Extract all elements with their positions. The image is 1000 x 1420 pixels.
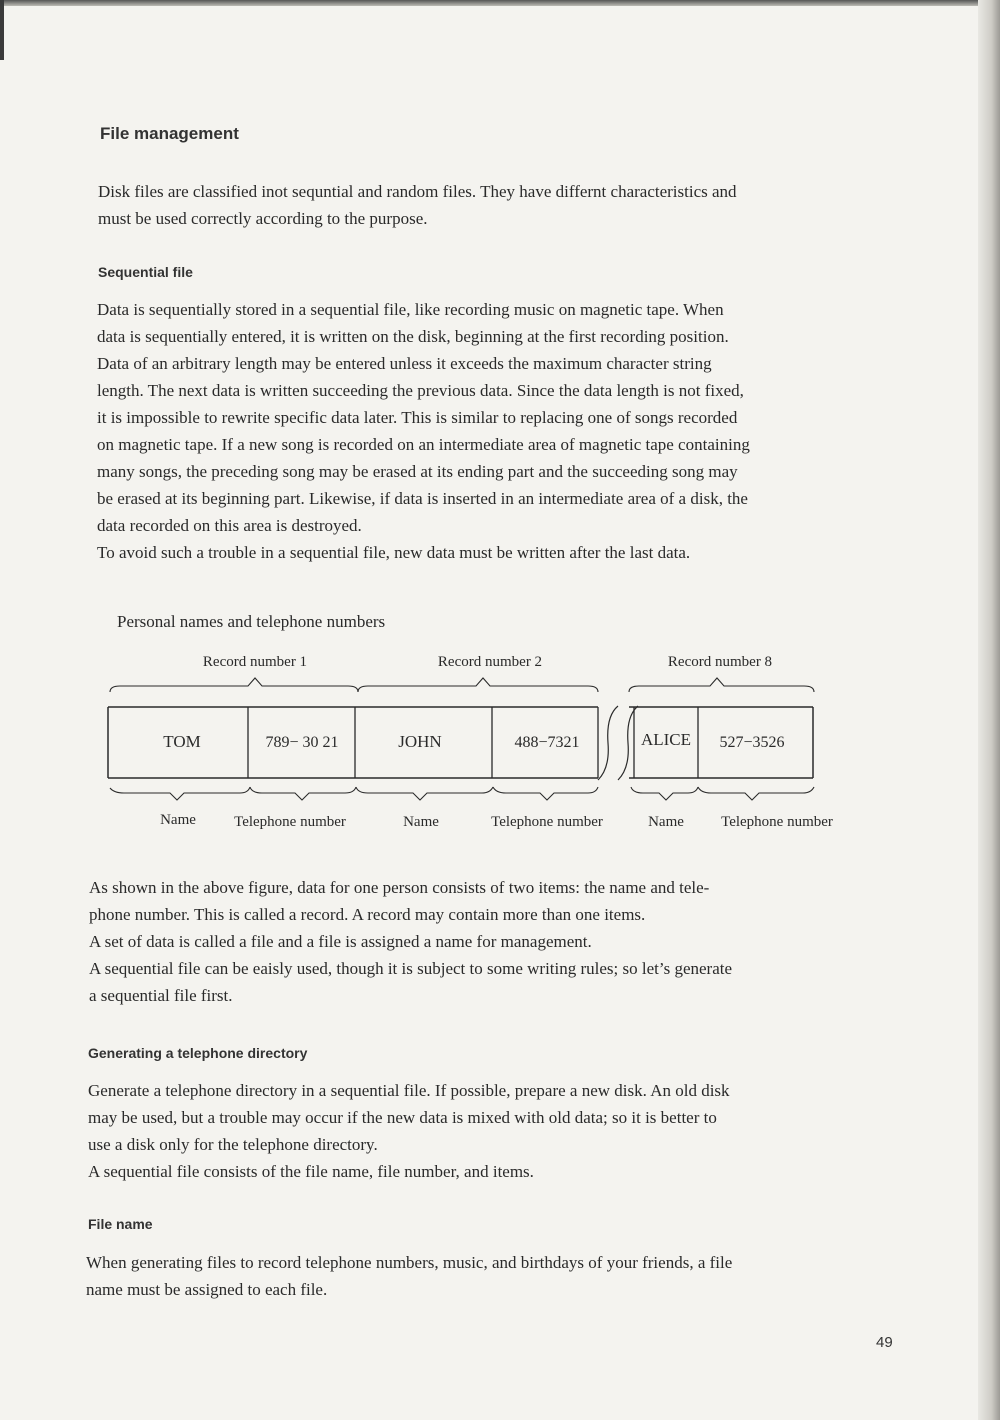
bottom-brace-phone-2	[493, 787, 598, 800]
item-label-name-1: Name	[160, 812, 196, 828]
subheading-file-name: File name	[88, 1216, 153, 1232]
text-line: data is sequentially entered, it is written on the disk, beginning at the first recording position.	[97, 327, 729, 346]
record-diagram	[100, 640, 880, 840]
cell-name-john: JOHN	[398, 732, 442, 751]
text-line: it is impossible to rewrite specific data later. This is similar to replacing one of songs recorded	[97, 408, 738, 427]
cell-phone-alice: 527−3526	[719, 734, 785, 751]
text-line: many songs, the preceding song may be erased at its ending part and the succeeding song may	[97, 462, 738, 481]
subheading-sequential-file: Sequential file	[98, 264, 193, 280]
text-line: To avoid such a trouble in a sequential file, new data must be written after the last data.	[97, 543, 691, 562]
text-line: Disk files are classified inot sequntial and random files. They have differnt characteristics and	[98, 182, 737, 201]
item-label-phone-2: Telephone number	[491, 814, 603, 830]
page-number: 49	[876, 1334, 893, 1351]
text-line: use a disk only for the telephone directory.	[88, 1135, 378, 1154]
text-line: A sequential file can be eaisly used, though it is subject to some writing rules; so let’s generate	[89, 959, 733, 978]
record-explanation-paragraph	[89, 874, 837, 1009]
cell-name-alice: ALICE	[640, 730, 692, 749]
item-label-phone-8: Telephone number	[721, 814, 833, 830]
text-line: Generate a telephone directory in a sequential file. If possible, prepare a new disk. An old disk	[88, 1081, 730, 1100]
text-line: When generating files to record telephone numbers, music, and birthdays of your friends, a file	[86, 1253, 733, 1272]
cell-name-tom: TOM	[163, 732, 201, 751]
cell-phone-tom: 789− 30 21	[265, 734, 339, 751]
text-line: must be used correctly according to the purpose.	[98, 209, 428, 228]
cell-phone-john: 488−7321	[514, 734, 580, 751]
bottom-brace-name-1	[110, 787, 250, 800]
directory-paragraph	[88, 1077, 836, 1185]
text-line: Data of an arbitrary length may be entered unless it exceeds the maximum character string	[97, 354, 712, 373]
item-label-phone-1: Telephone number	[234, 814, 346, 830]
text-line: A set of data is called a file and a file is assigned a name for management.	[89, 932, 592, 951]
bottom-brace-phone-1	[250, 787, 356, 800]
filename-paragraph	[86, 1249, 834, 1303]
top-brace-record-2	[358, 678, 598, 692]
text-line: a sequential file first.	[89, 986, 233, 1005]
break-mark-right	[618, 706, 638, 780]
page-top-edge	[0, 0, 1000, 6]
text-line: name must be assigned to each file.	[86, 1280, 328, 1299]
item-label-name-2: Name	[403, 814, 439, 830]
bottom-brace-name-2	[356, 787, 493, 800]
figure-caption: Personal names and telephone numbers	[117, 612, 386, 631]
text-line: length. The next data is written succeeding the previous data. Since the data length is not fixed,	[97, 381, 744, 400]
break-mark-left	[598, 706, 618, 780]
sequential-paragraph	[97, 296, 847, 566]
bottom-brace-phone-8	[698, 787, 814, 800]
text-line: be erased at its beginning part. Likewise, if data is inserted in an intermediate area of a disk, the	[97, 489, 748, 508]
text-line: data recorded on this area is destroyed.	[97, 516, 362, 535]
text-line: phone number. This is called a record. A record may contain more than one items.	[89, 905, 646, 924]
bottom-brace-name-8	[631, 787, 698, 800]
record-label-2: Record number 2	[437, 654, 543, 670]
text-line: A sequential file consists of the file name, file number, and items.	[88, 1162, 534, 1181]
top-brace-record-8	[629, 678, 814, 692]
section-heading-file-management: File management	[100, 124, 239, 143]
top-brace-record-1	[110, 678, 358, 692]
record-cells	[108, 707, 813, 778]
text-line: may be used, but a trouble may occur if the new data is mixed with old data; so it is better to	[88, 1108, 717, 1127]
page-right-edge	[978, 0, 1000, 1420]
item-label-name-8: Name	[648, 814, 684, 830]
text-line: on magnetic tape. If a new song is recorded on an intermediate area of magnetic tape containing	[97, 435, 750, 454]
record-label-8: Record number 8	[667, 654, 773, 670]
page-left-edge	[0, 0, 4, 60]
subheading-telephone-directory: Generating a telephone directory	[88, 1045, 308, 1061]
text-line: As shown in the above figure, data for one person consists of two items: the name and tele-	[89, 878, 710, 897]
text-line: Data is sequentially stored in a sequential file, like recording music on magnetic tape. When	[97, 300, 724, 319]
intro-paragraph	[98, 178, 846, 232]
record-label-1: Record number 1	[202, 654, 308, 670]
